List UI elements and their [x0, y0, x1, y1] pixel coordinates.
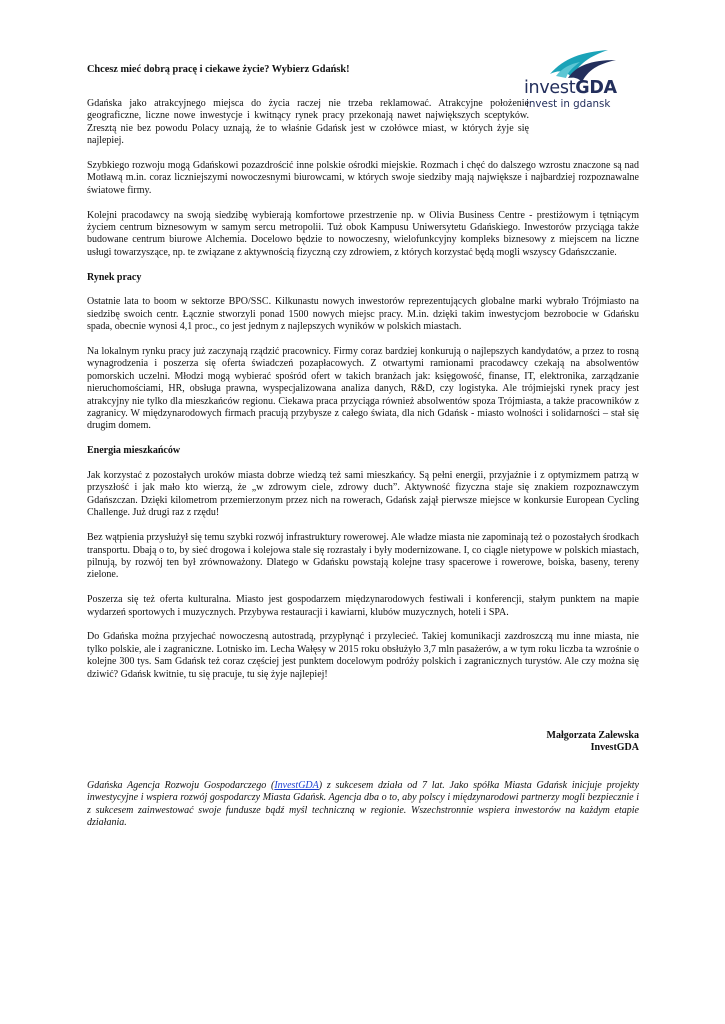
section-heading-rynek-pracy: Rynek pracy [87, 271, 142, 283]
bird-wings-icon [546, 48, 618, 82]
section-heading-energia: Energia mieszkańców [87, 445, 181, 457]
paragraph: Szybkiego rozwoju mogą Gdańskowi pozazdrościć inne polskie ośrodki miejskie. Rozmach i chęć do dalszego wzrostu znaczone są nad Motławą m.in. coraz liczniejszymi nowoczesnymi biurowcami, w których swoje siedziby mają największe i najbardziej rozpoznawalne światowe firmy. [87, 160, 639, 196]
footer-text-before: Gdańska Agencja Rozwoju Gospodarczego ( [87, 780, 275, 791]
paragraph: Poszerza się też oferta kulturalna. Miasto jest gospodarzem międzynarodowych festiwali i konferencji, stałym punktem na mapie wydarzeń sportowych i muzycznych. Przybywa restauracji i kawiarni, klubów muzycznych, hoteli i SPA. [87, 594, 639, 618]
paragraph: Do Gdańska można przyjechać nowoczesną autostradą, przypłynąć i przylecieć. Takiej komunikacji zazdroszczą mu inne miasta, nie tylko polskie, ale i zagraniczne. Lotnisko im. Lecha Wałęsy w 2015 roku obsłużyło 3,7 mln pasażerów, a w tym roku liczba ta wzrośnie o kolejne 300 tys. Sam Gdańsk też coraz częściej jest punktem docelowym podróży polskich i zagranicznych turystów. Ale czy można się dziwić? Gdańsk kwitnie, tu się pracuje, tu się żyje najlepiej! [87, 631, 639, 680]
footer-text-after: ) z sukcesem działa od 7 lat. Jako spółka Miasta Gdańsk inicjuje projekty inwestycyjne i wspiera rozwój gospodarczy Miasta Gdańsk. Agencja dba o to, aby polscy i międzynarodowi partnerzy mogli bezpiecznie i z sukcesem zainwestować swoje fundusze bądź myśl techniczną w regionie. Wszechstronnie wspiera inwestorów na każdym etapie działania. [87, 780, 639, 829]
agency-footer-note [87, 780, 639, 830]
document-title: Chcesz mieć dobrą pracę i ciekawe życie? Wybierz Gdańsk! [87, 64, 350, 75]
logo-wordmark [524, 78, 617, 98]
paragraph: Jak korzystać z pozostałych uroków miasta dobrze wiedzą też sami mieszkańcy. Są pełni energii, przyjaźnie i z optymizmem patrzą w przyszłość i jak mało kto wierzą, że „w zdrowym ciele, zdrowy duch”. Aktywność fizyczna staje się znakiem rozpoznawczym Gdańszczan. Dzięki kilometrom przemierzonym przez nich na rowerach, Gdańsk zajął pierwsze miejsce w konkursie European Cycling Challenge. Już drugi raz z rzędu! [87, 470, 639, 519]
signature-block [547, 730, 640, 755]
investgda-link[interactable]: InvestGDA [274, 780, 319, 791]
logo-tagline: invest in gdansk [526, 98, 611, 110]
paragraph-intro: Gdańska jako atrakcyjnego miejsca do życia raczej nie trzeba reklamować. Atrakcyjne położenie geograficzne, liczne nowe inwestycje i kwitnący rynek pracy przekonają nawet największych sceptyków. Zresztą nie bez powodu Polacy uznają, że to właśnie Gdańsk jest w czołówce miast, w których żyje się najlepiej. [87, 98, 529, 147]
paragraph: Ostatnie lata to boom w sektorze BPO/SSC. Kilkunastu nowych inwestorów reprezentujących globalne marki wybrało Trójmiasto na siedzibę swoich centr. Łącznie stworzyli ponad 1500 nowych miejsc pracy. M.in. dzięki takim inwestycjom bezrobocie w Gdańsku spada, obecnie wynosi 4,1 proc., co jest jednym z najlepszych wyników w polskich miastach. [87, 296, 639, 333]
signature-org: InvestGDA [590, 742, 639, 754]
logo-wordmark-invest: invest [524, 78, 576, 98]
logo-wordmark-gda: GDA [575, 78, 617, 98]
signature-name: Małgorzata Zalewska [546, 730, 639, 741]
paragraph: Na lokalnym rynku pracy już zaczynają rządzić pracownicy. Firmy coraz bardziej konkurują o najlepszych kandydatów, a przez to rosną wynagrodzenia i poszerza się oferta świadczeń pozapłacowych. Z otwartymi ramionami pracodawcy czekają na absolwentów pomorskich uczelni. Młodzi mogą wybierać spośród ofert w takich branżach jak: księgowość, finanse, IT, elektronika, zarządzanie nieruchomościami, HR, obsługa prawna, wyspecjalizowana analiza danych, R&D, czy logistyka. Ale trójmiejski rynek pracy jest atrakcyjny nie tylko dla mieszkańców regionu. Ciekawa praca przyciąga również absolwentów spoza Trójmiasta, a także pracowników z zagranicy. W międzynarodowych firmach pracują przybysze z całego świata, dla nich Gdańsk - miasto wolności i solidarności – stał się drugim domem. [87, 346, 639, 432]
article-body [87, 98, 639, 693]
paragraph: Kolejni pracodawcy na swoją siedzibę wybierają komfortowe przestrzenie np. w Olivia Business Centre - prestiżowym i tętniącym życiem centrum biznesowym w samym sercu metropolii. Tuż obok Kampusu Uniwersytetu Gdańskiego. Inwestorów przyciąga także budowane centrum biurowe Alchemia. Docelowo będzie to nowoczesny, wielofunkcyjny kompleks biznesowy z miejscem na liczne usługi towarzyszące, np. te związane z aktywnością fizyczną czy zdrowiem, z których korzystać będą mogli wszyscy Gdańszczanie. [87, 209, 639, 258]
paragraph: Bez wątpienia przysłużył się temu szybki rozwój infrastruktury rowerowej. Ale władze miasta nie zapominają też o pozostałych środkach transportu. Dbają o to, by sieć drogowa i kolejowa stale się rozrastały i były modernizowane. I, co ciągle nietypowe w polskich miastach, pilnują, by rozwój ten był zrównoważony. Dlatego w Gdańsku powstają kolejne trasy spacerowe i rowerowe, boiska, baseny, tereny zielone. [87, 532, 639, 581]
